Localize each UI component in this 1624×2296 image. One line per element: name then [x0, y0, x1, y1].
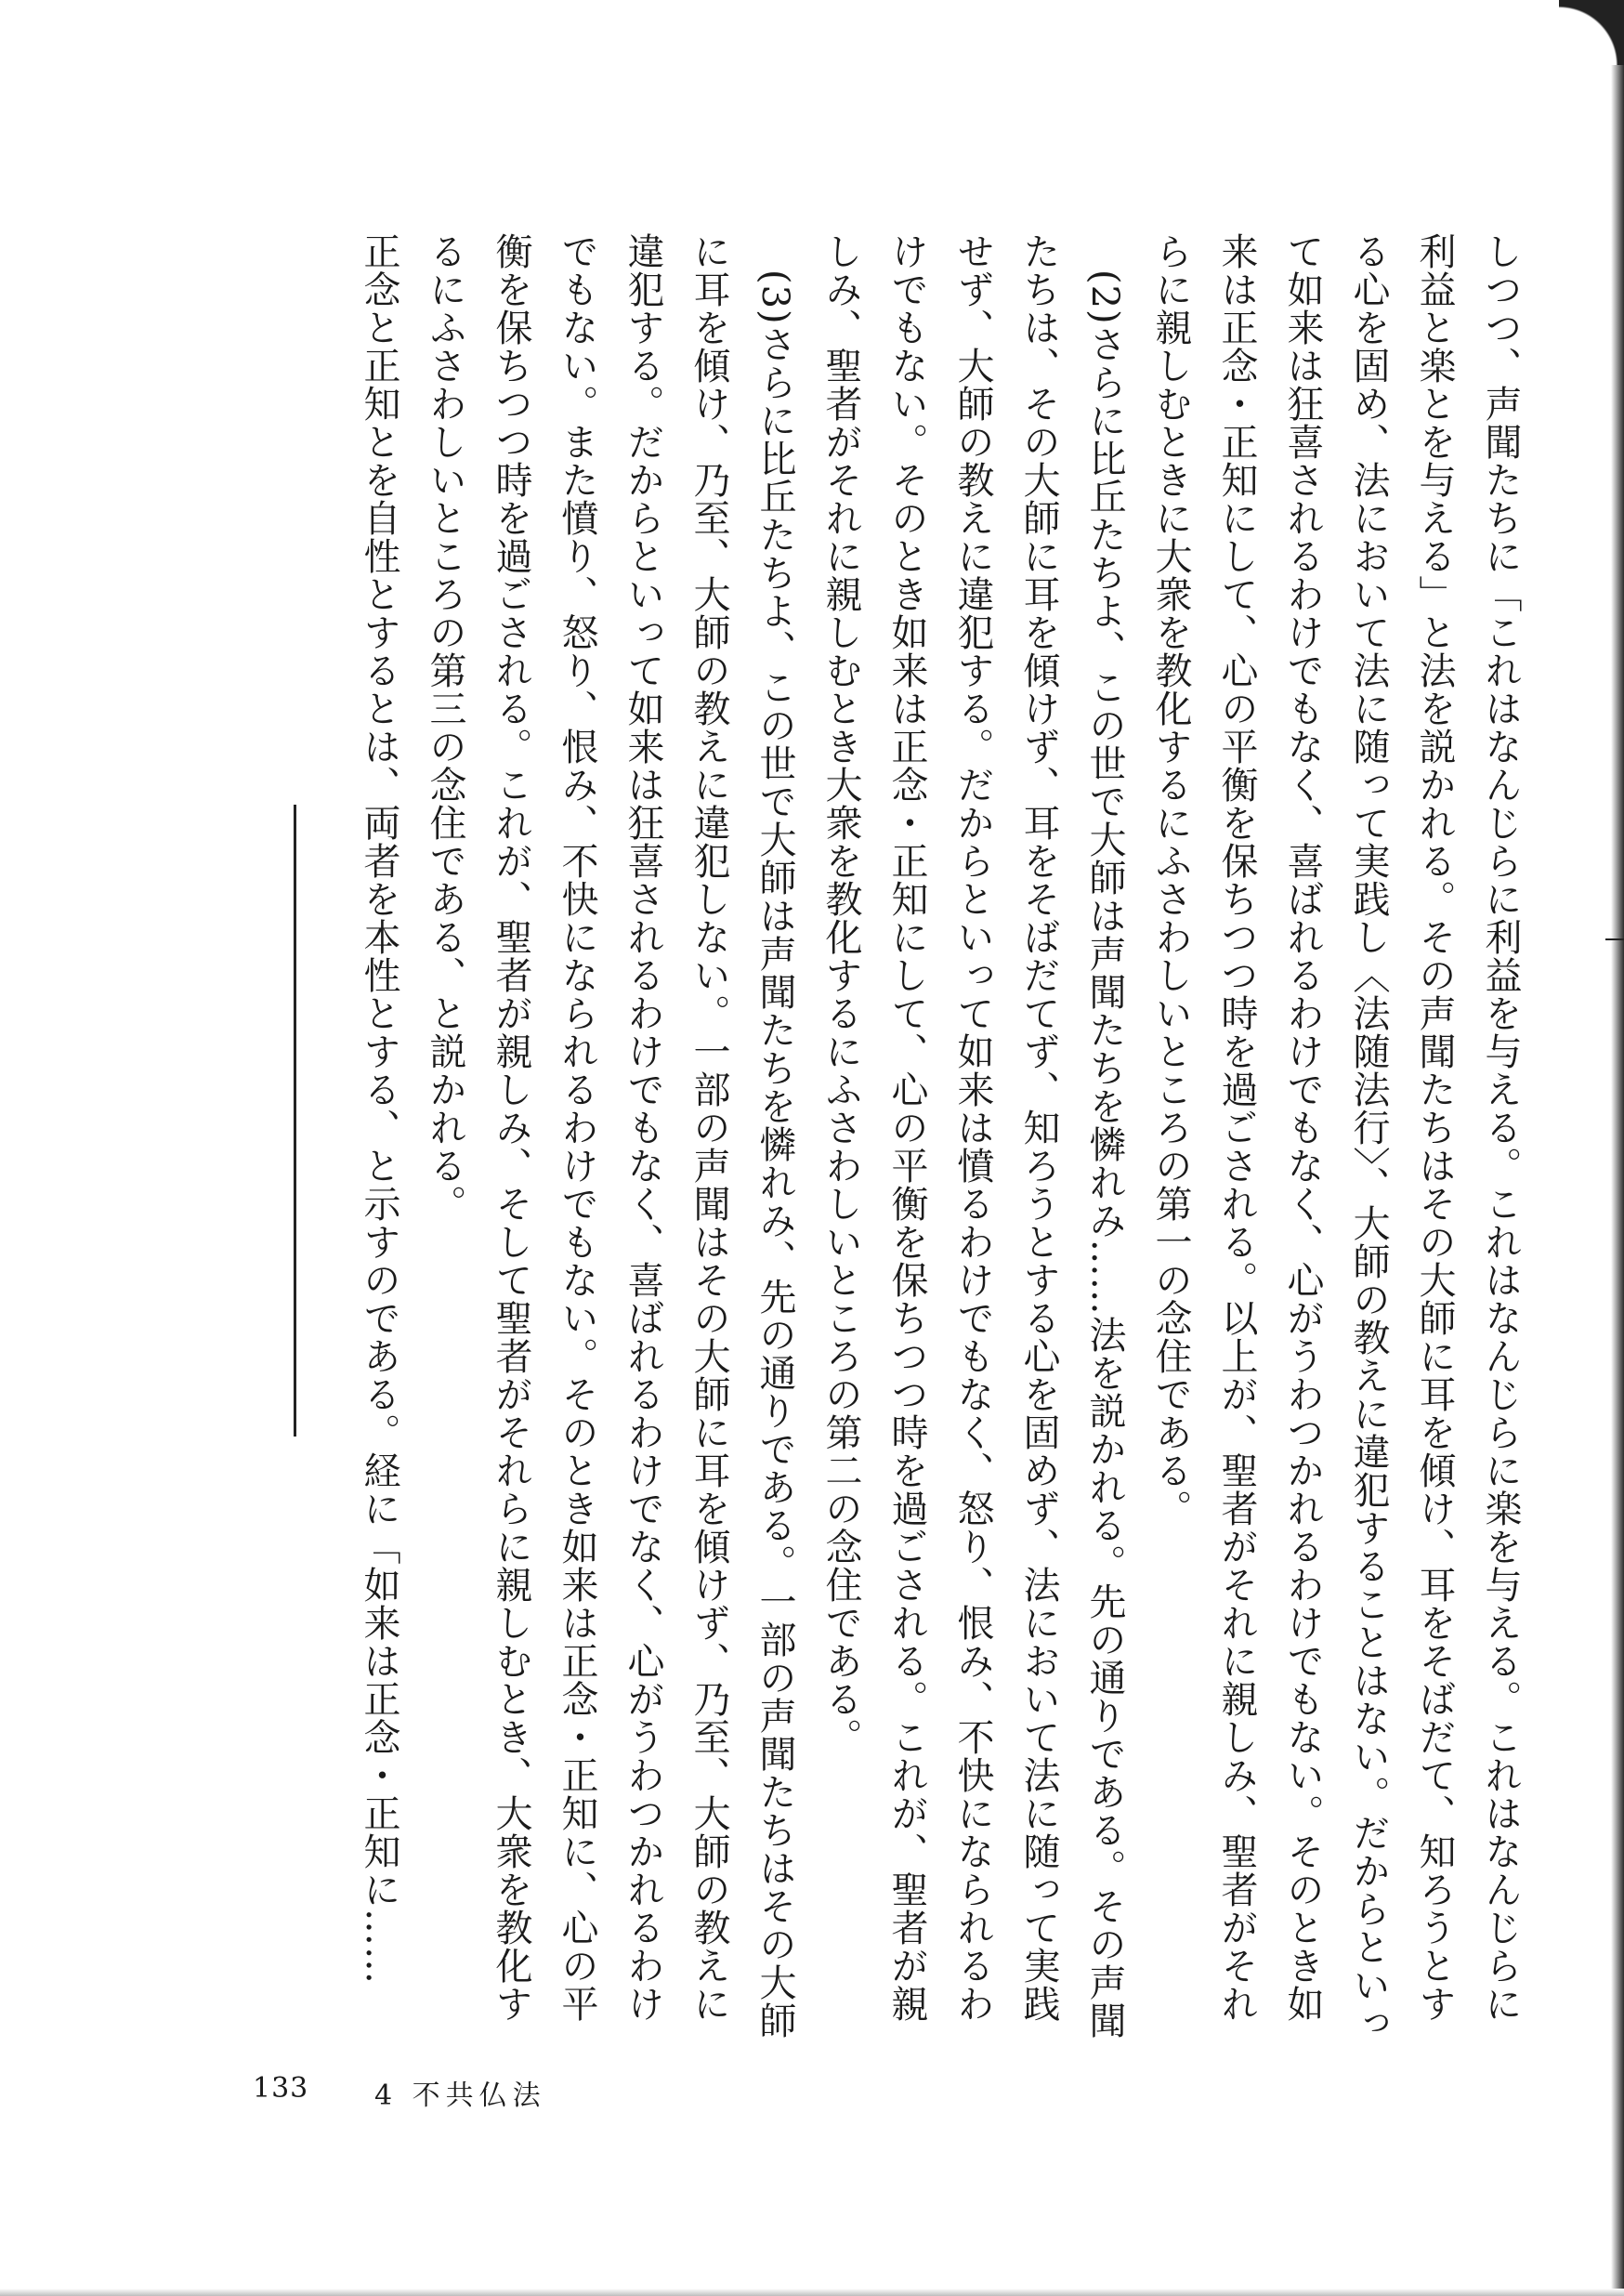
body-text	[297, 232, 1533, 2044]
commentary-paragraph: 正念と正知とを自性とするとは、両者を本性とする、と示すのである。経に「如来は正念・正知に……	[358, 232, 400, 1985]
paragraph-2: (2)さらに比丘たちよ、この世で大師は声聞たちを憐れみ……法を説かれる。先の通りである。その声聞たちは、その大師に耳を傾けず、耳をそばだてず、知ろうとする心を固めず、法において法に随って実践せず、大師の教えに違犯する。だからといって如来は憤るわけでもなく、怒り、恨み、不快になられるわけでもない。そのとき如来は正念・正知にして、心の平衡を保ちつつ時を過ごされる。これが、聖者が親しみ、聖者がそれに親しむとき大衆を教化するにふさわしいところの第二の念住である。	[819, 232, 1126, 2040]
page-corner	[1559, 0, 1624, 65]
paragraph-3: (3)さらに比丘たちよ、この世で大師は声聞たちを憐れみ、先の通りである。一部の声聞たちはその大師に耳を傾け、乃至、大師の教えに違犯しない。一部の声聞はその大師に耳を傾けず、乃至、大師の教えに違犯する。だからといって如来は狂喜されるわけでもなく、喜ばれるわけでなく、心がうわつかれるわけでもない。また憤り、怒り、恨み、不快になられるわけでもない。そのとき如来は正念・正知に、心の平衡を保ちつつ時を過ごされる。これが、聖者が親しみ、そして聖者がそれらに親しむとき、大衆を教化するにふさわしいところの第三の念住である、と説かれる。	[424, 232, 796, 2040]
margin-mark	[1605, 938, 1624, 940]
page-number: 133	[253, 2072, 309, 2105]
section-rule	[294, 805, 296, 1437]
page-edge-bottom	[0, 2289, 1624, 2296]
paragraph-1: しつつ、声聞たちに「これはなんじらに利益を与える。これはなんじらに楽を与える。これはなんじらに利益と楽とを与える」と法を説かれる。その声聞たちはその大師に耳を傾け、耳をそばだて、知ろうとする心を固め、法において法に随って実践し〈法随法行〉、大師の教えに違犯することはない。だからといって如来は狂喜されるわけでもなく、喜ばれるわけでもなく、心がうわつかれるわけでもない。そのとき如来は正念・正知にして、心の平衡を保ちつつ時を過ごされる。以上が、聖者がそれに親しみ、聖者がそれらに親しむときに大衆を教化するにふさわしいところの第一の念住である。	[1149, 232, 1522, 2042]
running-title: 4 不共仏法	[374, 2080, 546, 2112]
page-footer	[0, 2072, 1624, 2119]
page-edge	[1611, 0, 1624, 2296]
